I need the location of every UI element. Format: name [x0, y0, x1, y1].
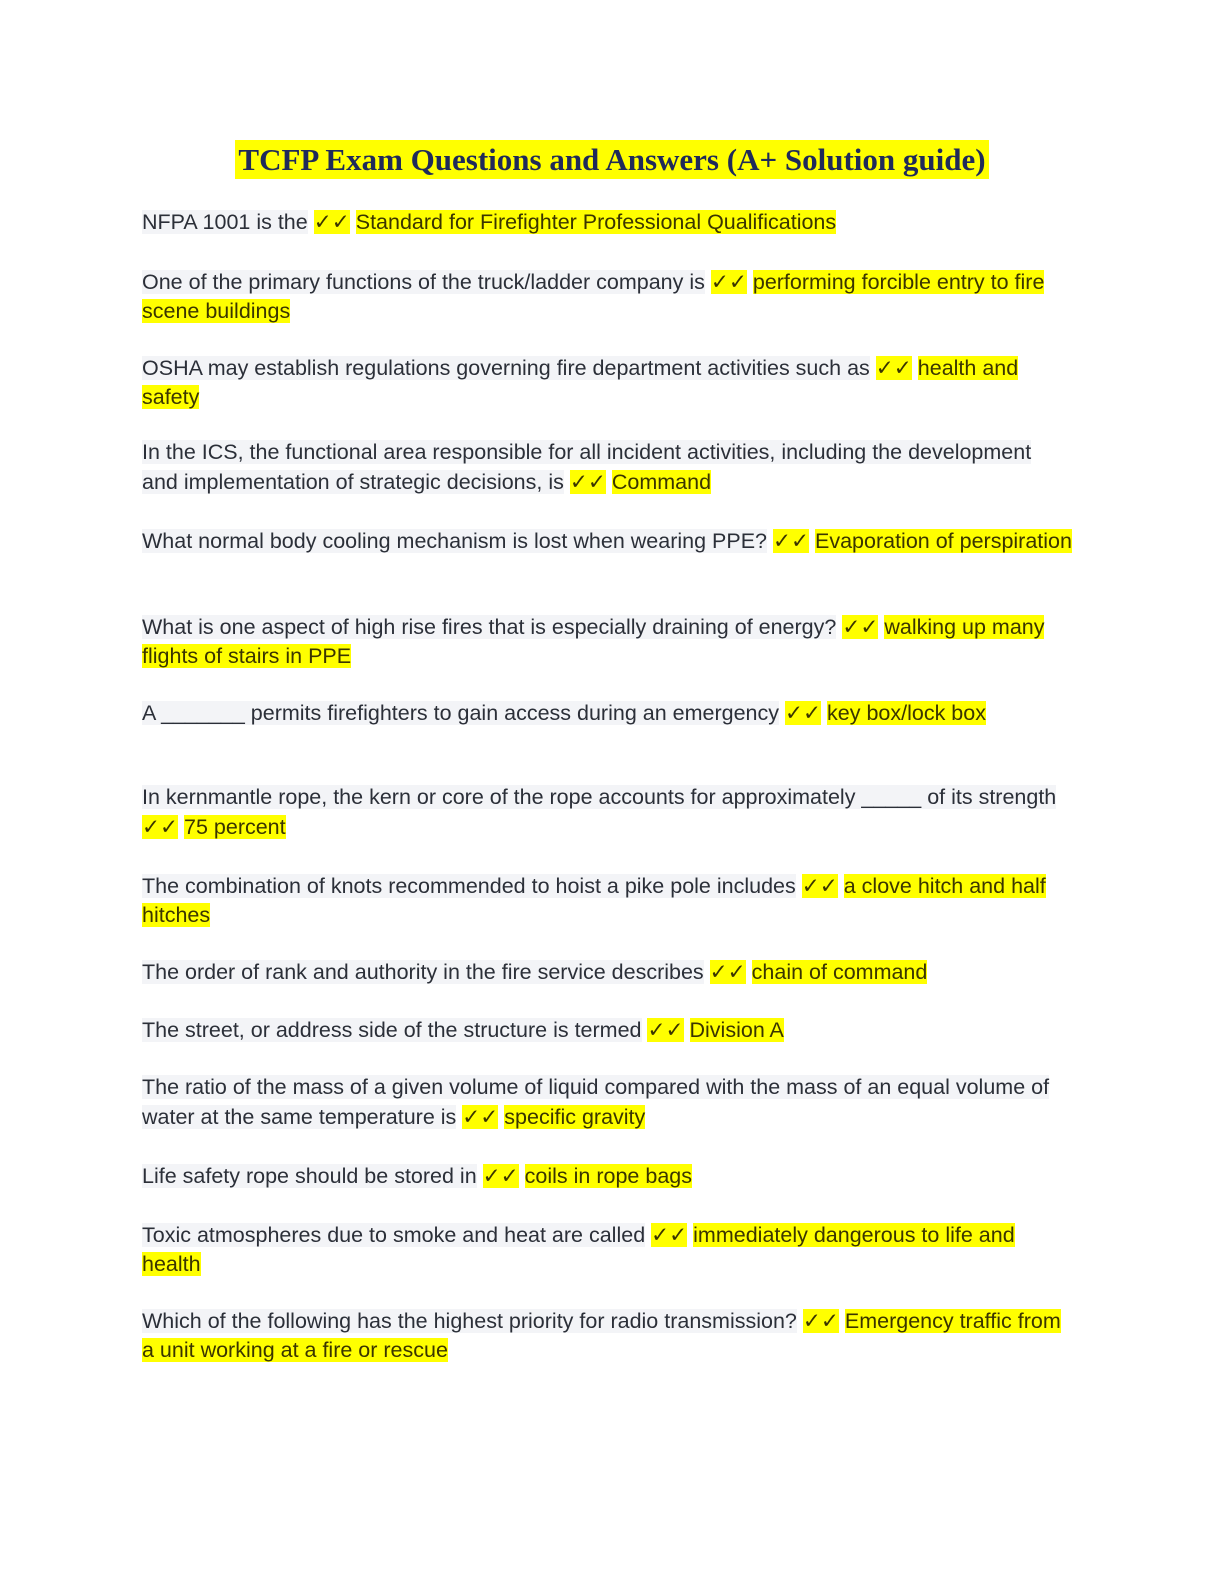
- check-icon: ✓✓: [569, 470, 606, 494]
- question-text: The street, or address side of the structure is termed: [142, 1018, 642, 1042]
- check-icon: ✓✓: [842, 615, 879, 639]
- answer-text: health and safety: [142, 356, 1019, 409]
- qa-item: [142, 208, 1072, 237]
- qa-item: [142, 872, 1072, 930]
- check-icon: ✓✓: [875, 356, 912, 380]
- qa-item: [142, 958, 1072, 987]
- answer-text: Command: [611, 470, 712, 494]
- answer-text: immediately dangerous to life and health: [142, 1223, 1015, 1276]
- qa-item: [142, 699, 1072, 728]
- question-text: Which of the following has the highest priority for radio transmission?: [142, 1309, 797, 1333]
- question-text: One of the primary functions of the truck/ladder company is: [142, 270, 705, 294]
- qa-item: [142, 1072, 1072, 1132]
- check-icon: ✓✓: [785, 701, 822, 725]
- qa-item: [142, 268, 1072, 326]
- answer-text: chain of command: [751, 960, 928, 984]
- answer-text: key box/lock box: [827, 701, 986, 725]
- question-text: The combination of knots recommended to hoist a pike pole includes: [142, 874, 796, 898]
- answer-text: 75 percent: [184, 815, 286, 839]
- check-icon: ✓✓: [462, 1105, 499, 1129]
- title-text: TCFP Exam Questions and Answers (A+ Solution guide): [235, 140, 988, 179]
- answer-text: walking up many flights of stairs in PPE: [142, 615, 1045, 668]
- question-text: NFPA 1001 is the: [142, 210, 308, 234]
- check-icon: ✓✓: [313, 210, 350, 234]
- qa-item: [142, 1016, 1072, 1045]
- question-text: Life safety rope should be stored in: [142, 1164, 477, 1188]
- qa-item: [142, 1307, 1072, 1365]
- question-text: What is one aspect of high rise fires that is especially draining of energy?: [142, 615, 837, 639]
- question-text: Toxic atmospheres due to smoke and heat are called: [142, 1223, 646, 1247]
- answer-text: Standard for Firefighter Professional Qualifications: [355, 210, 837, 234]
- question-text: In the ICS, the functional area responsible for all incident activities, including the development and implementation of strategic decisions, is: [142, 440, 1032, 494]
- question-text: In kernmantle rope, the kern or core of the rope accounts for approximately _____ of its strength: [142, 785, 1057, 809]
- check-icon: ✓✓: [651, 1223, 688, 1247]
- check-icon: ✓✓: [709, 960, 746, 984]
- answer-text: Evaporation of perspiration: [815, 529, 1072, 553]
- qa-item: [142, 527, 1072, 556]
- answer-text: performing forcible entry to fire scene buildings: [142, 270, 1045, 323]
- question-text: The ratio of the mass of a given volume of liquid compared with the mass of an equal volume of water at the same temperature is: [142, 1075, 1050, 1129]
- qa-item: [142, 1221, 1072, 1279]
- check-icon: ✓✓: [802, 1309, 839, 1333]
- document-title: [0, 140, 1224, 180]
- answer-text: coils in rope bags: [524, 1164, 692, 1188]
- check-icon: ✓✓: [772, 529, 810, 553]
- qa-item: [142, 354, 1072, 412]
- question-text: The order of rank and authority in the fire service describes: [142, 960, 704, 984]
- check-icon: ✓✓: [710, 270, 747, 294]
- qa-item: [142, 437, 1072, 497]
- qa-item: [142, 613, 1072, 671]
- check-icon: ✓✓: [142, 815, 179, 839]
- answer-text: a clove hitch and half hitches: [142, 874, 1046, 927]
- question-text: What normal body cooling mechanism is lost when wearing PPE?: [142, 529, 767, 553]
- answer-text: Division A: [689, 1018, 784, 1042]
- qa-item: [142, 1162, 1072, 1191]
- qa-item: [142, 782, 1072, 842]
- check-icon: ✓✓: [482, 1164, 519, 1188]
- question-text: A _______ permits firefighters to gain access during an emergency: [142, 701, 780, 725]
- answer-text: Emergency traffic from a unit working at a fire or rescue: [142, 1309, 1061, 1362]
- question-text: OSHA may establish regulations governing fire department activities such as: [142, 356, 870, 380]
- check-icon: ✓✓: [801, 874, 838, 898]
- answer-text: specific gravity: [504, 1105, 646, 1129]
- check-icon: ✓✓: [647, 1018, 684, 1042]
